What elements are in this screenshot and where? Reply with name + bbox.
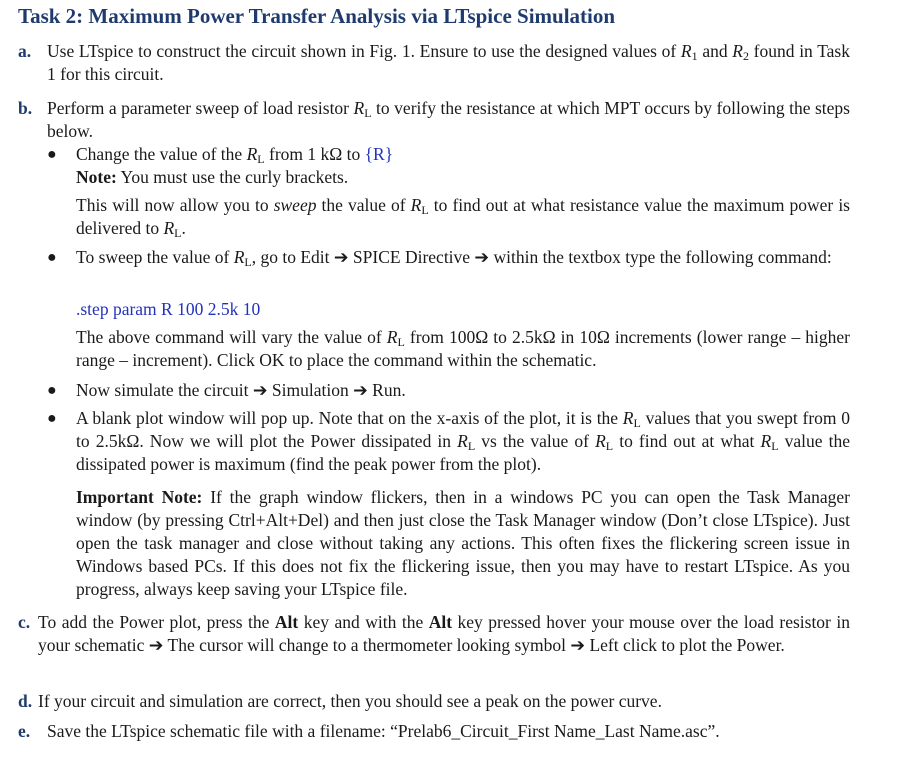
step-d xyxy=(18,690,850,713)
bullet-plot-window xyxy=(47,407,850,476)
step-a xyxy=(18,40,850,86)
bullet-dot: ● xyxy=(47,146,57,163)
bullet-change-value-text: Change the value of the $R_L$ from 1 kΩ to {R} Note: You must use the curly brackets. xyxy=(76,144,394,187)
bullet-change-value xyxy=(47,143,850,189)
step-b-label: b. xyxy=(18,98,33,118)
step-c-text: To add the Power plot, press the Alt key and with the Alt key pressed hover your mouse over the load resistor in your schematic ➔ The cursor will change to a thermometer looking symbol ➔ Left click to plot the Power. xyxy=(38,612,850,655)
bullet-simulate xyxy=(47,379,850,402)
step-b-text: Perform a parameter sweep of load resistor $R_L$ to verify the resistance at which MPT occurs by following the steps below. xyxy=(47,98,850,141)
task-title: Task 2: Maximum Power Transfer Analysis via LTspice Simulation xyxy=(18,4,616,28)
step-e-label: e. xyxy=(18,721,31,741)
bullet-simulate-text: Now simulate the circuit ➔ Simulation ➔ Run. xyxy=(76,380,406,400)
bullet-plot-window-text: A blank plot window will pop up. Note that on the x-axis of the plot, it is the $R_L$ values that you swept from 0 to 2.5kΩ. Now we will plot the Power dissipated in $R_L$ vs the value of $R_L$ to find out at what $R_L$ value the dissipated power is maximum (find the peak power from the plot). xyxy=(76,408,851,474)
important-note-label: Important Note: xyxy=(76,487,203,507)
spice-command: .step param R 100 2.5k 10 xyxy=(76,299,261,319)
step-e xyxy=(18,720,850,743)
step-d-label: d. xyxy=(18,691,33,711)
bullet-dot: ● xyxy=(47,382,57,399)
command-explanation: The above command will vary the value of $R_L$ from 100Ω to 2.5kΩ in 10Ω increments (lower range – higher range – increment). Click OK to place the command within the schematic. xyxy=(76,327,850,370)
step-a-text: Use LTspice to construct the circuit shown in Fig. 1. Ensure to use the designed values of $R_1$ and $R_2$ found in Task 1 for this circuit. xyxy=(47,41,850,84)
step-e-text: Save the LTspice schematic file with a filename: “Prelab6_Circuit_First Name_Last Name.asc”. xyxy=(47,721,720,741)
bullet-dot: ● xyxy=(47,410,57,427)
step-c-label: c. xyxy=(18,612,31,632)
note-label: Note: xyxy=(76,167,117,187)
bullet-sweep-text: To sweep the value of $R_L$, go to Edit ➔ SPICE Directive ➔ within the textbox type the following command: xyxy=(76,247,832,269)
step-c xyxy=(18,611,850,657)
bullet-dot: ● xyxy=(47,249,57,266)
bullet-sweep xyxy=(47,246,850,269)
sweep-explanation: This will now allow you to sweep the value of $R_L$ to find out at what resistance value the maximum power is delivered to $R_L$. xyxy=(76,195,850,240)
step-a-label: a. xyxy=(18,41,32,61)
step-d-text: If your circuit and simulation are correct, then you should see a peak on the power curve. xyxy=(38,691,662,711)
important-note: Important Note: If the graph window flickers, then in a windows PC you can open the Task Manager window (by pressing Ctrl+Alt+Del) and then just close the Task Manager window (Don’t close LTspice). Just open the task manager and close without taking any actions. This often fixes the flickering screen issue in Windows based PCs. If this does not fix the flickering issue, then you may have to restart LTspice. As you progress, always keep saving your LTspice file. xyxy=(76,487,850,599)
step-b xyxy=(18,97,850,143)
curly-r: {R} xyxy=(364,144,394,164)
